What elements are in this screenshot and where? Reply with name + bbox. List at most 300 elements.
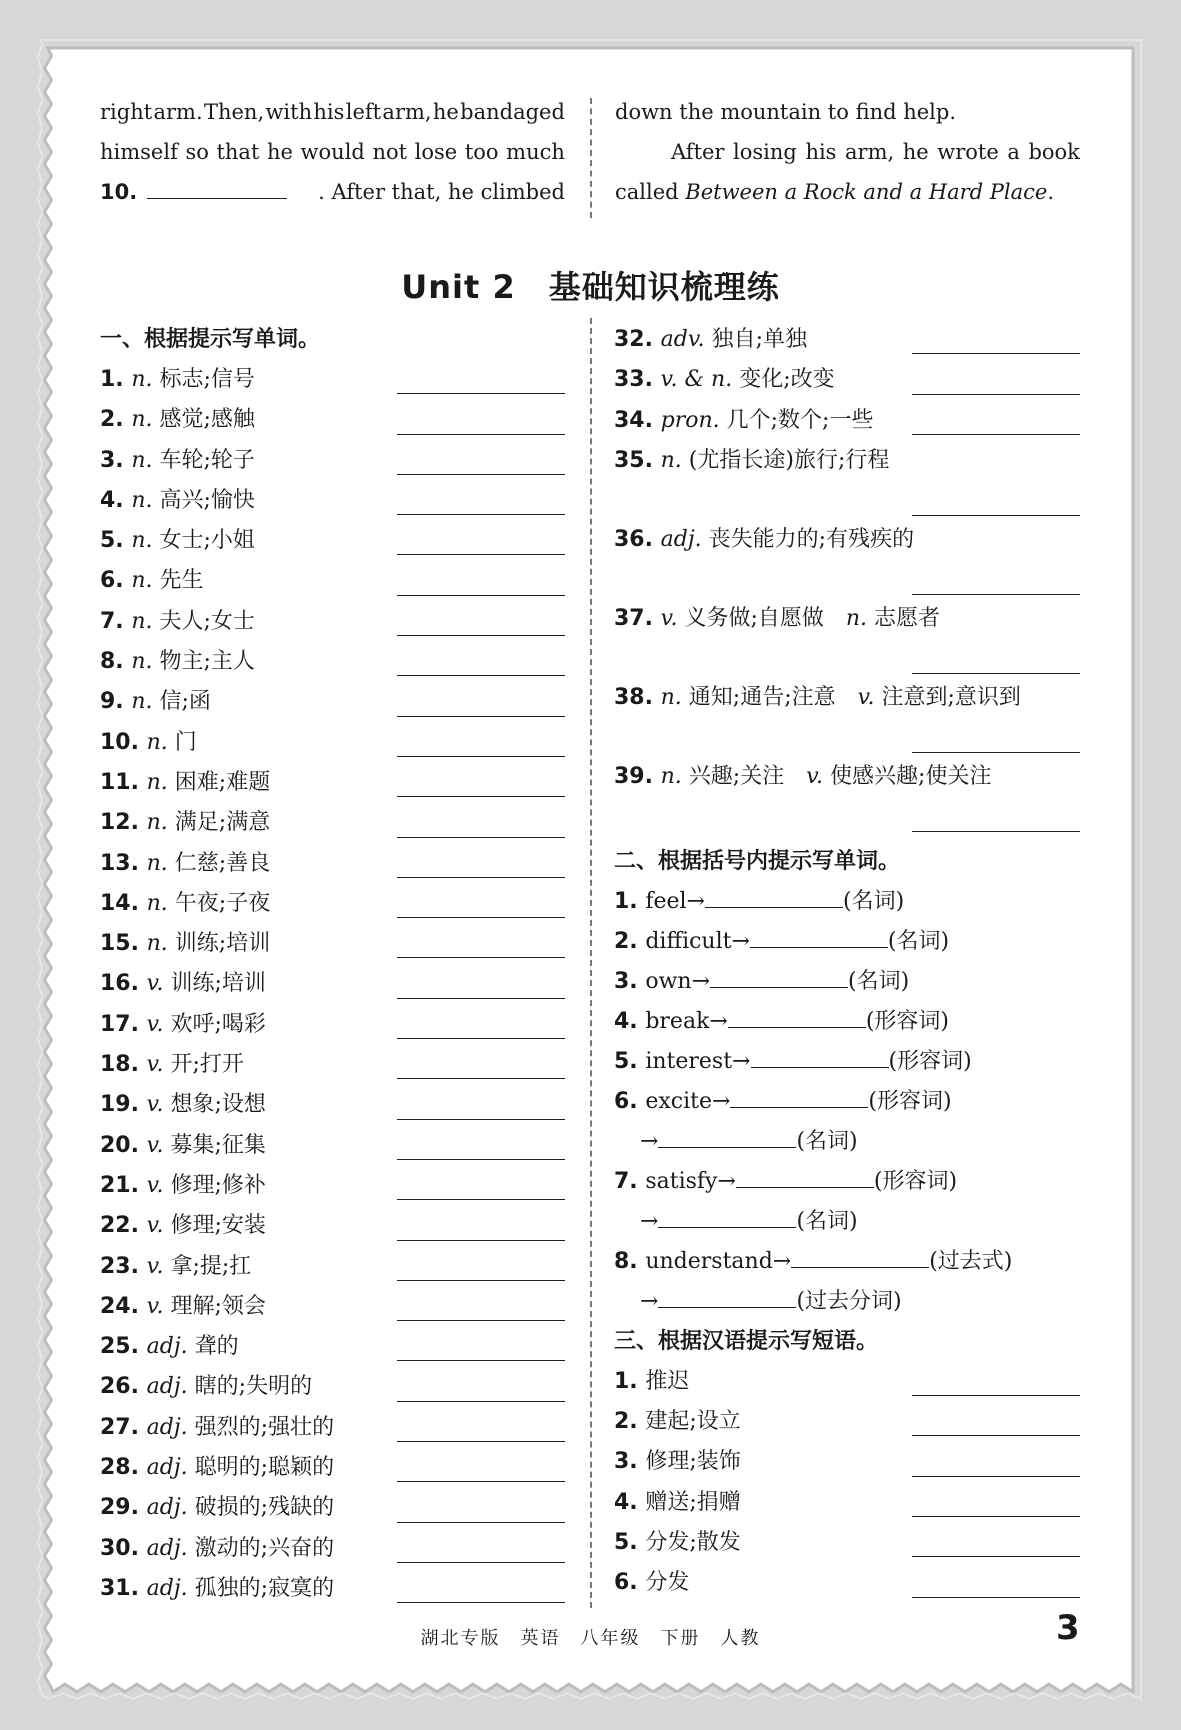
vocab-item: [614, 441, 1080, 520]
part-of-speech: adj.: [146, 1495, 195, 1521]
item-number: 17.: [100, 1011, 147, 1037]
word-form-item: [614, 1202, 1080, 1242]
vocab-item: [100, 561, 565, 601]
answer-blank[interactable]: [912, 831, 1080, 832]
part-of-speech: v.: [784, 763, 831, 789]
item-meaning: 午夜;子夜: [174, 890, 271, 916]
item-meaning: 独自;单独: [711, 327, 808, 352]
item-number: 36.: [614, 526, 661, 552]
item-number: 3.: [614, 1449, 646, 1475]
word-form-item: [614, 1002, 1080, 1042]
item-number: 19.: [100, 1092, 147, 1118]
item-number: 14.: [100, 890, 147, 916]
part-of-speech: n.: [131, 649, 160, 675]
item-number: 7.: [614, 1168, 646, 1194]
vocab-item: [100, 642, 565, 682]
item-number: 13.: [100, 850, 147, 876]
answer-blank[interactable]: [397, 1522, 565, 1523]
word-form-item: [614, 1162, 1080, 1202]
part-of-speech: v.: [146, 1213, 171, 1239]
item-meaning: 聪明的;聪颖的: [194, 1455, 335, 1481]
item-number: 28.: [100, 1455, 147, 1481]
item-number: 1.: [614, 888, 646, 914]
section-heading: 二、根据括号内提示写单词。: [614, 848, 901, 874]
item-number: 30.: [100, 1535, 147, 1561]
item-meaning: 义务做;自愿做: [684, 605, 824, 631]
vocab-item: [100, 1408, 565, 1448]
item-number: 25.: [100, 1334, 147, 1360]
item-number: 22.: [100, 1213, 147, 1239]
reading-passage-continuation: [100, 92, 1080, 222]
item-number: 8.: [614, 1248, 646, 1274]
vocab-item: [100, 1126, 565, 1166]
base-word: interest→: [645, 1048, 751, 1074]
vocab-list: [614, 320, 1080, 441]
phrase-meaning: 分发: [645, 1570, 690, 1596]
part-of-speech: n.: [146, 810, 175, 836]
book-title: Between a Rock and a Hard Place: [685, 180, 1048, 204]
vocab-item: [100, 1206, 565, 1246]
item-number: 2.: [614, 928, 646, 954]
item-meaning: 志愿者: [874, 605, 941, 631]
column-divider: [590, 98, 592, 218]
passage-line-blank: [100, 172, 565, 212]
answer-blank[interactable]: [397, 1078, 565, 1079]
answer-blank[interactable]: [397, 635, 565, 636]
footer-edition: 湖北专版 英语 八年级 下册 人教: [420, 1628, 761, 1649]
answer-blank[interactable]: [397, 1038, 565, 1039]
answer-blank[interactable]: [912, 752, 1080, 753]
base-word: →: [640, 1208, 659, 1234]
part-of-speech: n.: [660, 763, 689, 789]
item-meaning: 兴趣;关注: [688, 763, 785, 789]
answer-blank[interactable]: [397, 1199, 565, 1200]
item-number: 1.: [614, 1368, 646, 1394]
phrase-item: [614, 1442, 1080, 1482]
answer-blank[interactable]: [912, 594, 1080, 595]
vocab-item: [100, 400, 565, 440]
item-number: 37.: [614, 605, 661, 631]
item-number: 26.: [100, 1374, 147, 1400]
part-of-speech: n.: [131, 487, 160, 513]
part-of-speech: n.: [146, 890, 175, 916]
item-meaning: 变化;改变: [739, 367, 835, 393]
answer-blank[interactable]: [397, 1119, 565, 1120]
answer-blank[interactable]: [397, 1320, 565, 1321]
base-word: →: [640, 1288, 659, 1314]
form-hint: (形容词): [873, 1168, 958, 1194]
answer-blank[interactable]: [912, 673, 1080, 674]
item-number: 6.: [614, 1088, 646, 1114]
item-number: 2.: [614, 1409, 646, 1435]
item-number: 20.: [100, 1132, 147, 1158]
answer-blank[interactable]: [728, 1002, 866, 1028]
item-number: 11.: [100, 769, 147, 795]
vocab-item: [100, 964, 565, 1004]
item-number: 34.: [614, 407, 661, 433]
part-of-speech: n.: [131, 367, 160, 392]
vocab-item: [100, 441, 565, 481]
item-meaning: 信;函: [159, 689, 211, 715]
part-of-speech: v.: [146, 1011, 171, 1037]
part-of-speech: adv.: [660, 327, 712, 352]
item-meaning: 高兴;愉快: [159, 487, 255, 513]
answer-blank[interactable]: [705, 882, 843, 908]
part-of-speech: n.: [146, 769, 175, 795]
item-number: 23.: [100, 1253, 147, 1279]
word-form-item: [614, 962, 1080, 1002]
vocab-item: [100, 360, 565, 400]
answer-blank[interactable]: [658, 1122, 796, 1148]
part-of-speech: v.: [146, 1253, 171, 1279]
answer-blank[interactable]: [397, 434, 565, 435]
item-number: 18.: [100, 1052, 147, 1078]
item-meaning: 车轮;轮子: [159, 447, 255, 473]
vocab-item: [100, 1045, 565, 1085]
part-of-speech: v.: [146, 1132, 171, 1158]
column-divider: [590, 318, 592, 1608]
passage-line: right arm. Then, with his left arm, he bandaged: [100, 100, 565, 124]
phrase-item: [614, 1563, 1080, 1603]
item-meaning: 困难;难题: [174, 769, 271, 795]
answer-blank[interactable]: [397, 474, 565, 475]
item-meaning: 门: [174, 729, 197, 755]
left-column: [100, 320, 565, 1609]
blank-number: 10.: [100, 180, 138, 204]
item-number: 24.: [100, 1293, 147, 1319]
item-meaning: 破损的;残缺的: [194, 1495, 335, 1521]
answer-blank[interactable]: [730, 1082, 868, 1108]
form-hint: (名词): [848, 968, 910, 994]
vocab-item: [100, 682, 565, 722]
answer-blank[interactable]: [397, 837, 565, 838]
answer-blank[interactable]: [397, 1602, 565, 1603]
passage-text: . After that, he climbed: [318, 180, 565, 204]
base-word: satisfy→: [645, 1168, 736, 1194]
item-number: 5.: [100, 528, 132, 554]
item-number: 3.: [100, 447, 132, 473]
vocab-item: [100, 1448, 565, 1488]
answer-blank[interactable]: [397, 1360, 565, 1361]
part-of-speech: v.: [146, 971, 171, 997]
page-title: Unit 2 基础知识梳理练: [401, 268, 780, 306]
vocab-item: [100, 803, 565, 843]
phrase-meaning: 分发;散发: [645, 1530, 741, 1556]
section-heading: 三、根据汉语提示写短语。: [614, 1328, 879, 1354]
answer-blank[interactable]: [912, 353, 1080, 354]
part-of-speech: n.: [131, 568, 160, 594]
phrase-item: [614, 1523, 1080, 1563]
form-hint: (名词): [842, 888, 905, 914]
vocab-item: [100, 884, 565, 924]
vocab-item: [614, 520, 1080, 599]
passage-line: himself so that he would not lose too much: [100, 140, 565, 164]
item-number: 31.: [100, 1575, 147, 1601]
part-of-speech: adj.: [146, 1575, 195, 1601]
vocab-item: [614, 599, 1080, 678]
answer-blank[interactable]: [397, 998, 565, 999]
form-hint: (名词): [887, 928, 950, 954]
vocab-item: [100, 723, 565, 763]
item-meaning: 修理;安装: [170, 1213, 266, 1239]
vocab-item: [614, 320, 1080, 360]
item-meaning: 女士;小姐: [159, 528, 255, 554]
page-number: 3: [1056, 1608, 1080, 1648]
item-number: 8.: [100, 649, 132, 675]
answer-blank[interactable]: [736, 1162, 874, 1188]
part-of-speech: v.: [835, 684, 882, 710]
item-meaning: 修理;修补: [170, 1172, 266, 1198]
answer-blank[interactable]: [912, 394, 1080, 395]
passage-line: After losing his arm, he wrote a book: [671, 140, 1080, 164]
vocab-item: [614, 360, 1080, 400]
item-number: 2.: [100, 407, 132, 433]
item-meaning: (尤指长途)旅行;行程: [688, 447, 890, 473]
part-of-speech: v.: [146, 1293, 171, 1319]
word-form-item: [614, 1122, 1080, 1162]
item-meaning: 几个;数个;一些: [726, 407, 874, 433]
item-number: 3.: [614, 968, 646, 994]
answer-blank[interactable]: [658, 1202, 796, 1228]
vocab-item: [100, 1166, 565, 1206]
item-meaning: 募集;征集: [170, 1132, 266, 1158]
phrase-meaning: 推迟: [645, 1368, 690, 1394]
item-meaning: 拿;提;扛: [170, 1253, 252, 1279]
vocab-item: [100, 1529, 565, 1569]
form-hint: (过去分词): [796, 1288, 902, 1314]
item-number: 6.: [100, 568, 132, 594]
passage-line: called Between a Rock and a Hard Place.: [615, 180, 1054, 204]
answer-blank[interactable]: [397, 917, 565, 918]
vocab-list: [100, 360, 565, 1609]
item-number: 15.: [100, 931, 147, 957]
part-of-speech: v.: [660, 605, 685, 631]
item-number: 39.: [614, 763, 661, 789]
passage-line: down the mountain to find help.: [615, 100, 957, 124]
item-number: 29.: [100, 1495, 147, 1521]
vocab-item: [100, 521, 565, 561]
part-of-speech: n.: [131, 528, 160, 554]
item-meaning: 开;打开: [170, 1052, 244, 1078]
part-of-speech: n.: [146, 931, 175, 957]
item-number: 33.: [614, 367, 661, 393]
item-meaning: 激动的;兴奋的: [194, 1535, 335, 1561]
answer-blank[interactable]: [710, 962, 848, 988]
answer-blank[interactable]: [397, 554, 565, 555]
item-meaning: 训练;培训: [174, 931, 271, 957]
item-meaning: 满足;满意: [174, 810, 271, 836]
vocab-item: [100, 1287, 565, 1327]
item-meaning: 丧失能力的;有残疾的: [708, 526, 915, 552]
vocab-list-long: [614, 441, 1080, 836]
item-meaning: 物主;主人: [159, 649, 255, 675]
item-number: 10.: [100, 729, 147, 755]
part-of-speech: n.: [131, 608, 160, 634]
item-meaning: 欢呼;喝彩: [170, 1011, 266, 1037]
part-of-speech: adj.: [146, 1535, 195, 1561]
answer-blank[interactable]: [912, 434, 1080, 435]
answer-blank[interactable]: [397, 393, 565, 394]
vocab-item: [614, 757, 1080, 836]
item-meaning: 使感兴趣;使关注: [830, 763, 992, 789]
answer-blank[interactable]: [397, 957, 565, 958]
item-number: 7.: [100, 608, 132, 634]
base-word: →: [640, 1128, 659, 1154]
part-of-speech: pron.: [660, 407, 727, 433]
vocab-item: [100, 924, 565, 964]
answer-blank[interactable]: [397, 756, 565, 757]
vocab-item: [100, 602, 565, 642]
vocab-item: [100, 1085, 565, 1125]
item-meaning: 标志;信号: [159, 367, 255, 392]
answer-blank[interactable]: [751, 1042, 889, 1068]
section-heading: 一、根据提示写单词。: [100, 327, 321, 352]
part-of-speech: adj.: [146, 1334, 195, 1360]
word-form-item: [614, 1082, 1080, 1122]
item-number: 4.: [614, 1008, 646, 1034]
part-of-speech: n.: [660, 684, 689, 710]
answer-blank[interactable]: [397, 1481, 565, 1482]
part-of-speech: v.: [146, 1052, 171, 1078]
item-meaning: 先生: [159, 568, 204, 594]
word-form-item: [614, 922, 1080, 962]
word-form-item: [614, 1242, 1080, 1282]
phrase-item: [614, 1402, 1080, 1442]
phrase-meaning: 修理;装饰: [645, 1449, 741, 1475]
item-number: 1.: [100, 367, 132, 392]
form-hint: (形容词): [868, 1088, 952, 1114]
form-hint: (名词): [796, 1128, 858, 1154]
base-word: difficult→: [645, 928, 750, 954]
passage-left-column: [100, 92, 565, 212]
right-column: [614, 320, 1080, 1604]
word-form-list: [614, 882, 1080, 1322]
part-of-speech: n.: [131, 447, 160, 473]
answer-blank[interactable]: [397, 716, 565, 717]
answer-blank[interactable]: [791, 1242, 929, 1268]
item-meaning: 孤独的;寂寞的: [194, 1575, 335, 1601]
vocab-item: [100, 1005, 565, 1045]
phrase-meaning: 建起;设立: [645, 1409, 741, 1435]
answer-blank[interactable]: [750, 922, 888, 948]
part-of-speech: adj.: [146, 1414, 195, 1440]
base-word: own→: [645, 968, 711, 994]
answer-blank[interactable]: [397, 1280, 565, 1281]
item-meaning: 通知;通告;注意: [688, 684, 836, 710]
answer-blank[interactable]: [912, 1395, 1080, 1396]
part-of-speech: v.: [146, 1092, 171, 1118]
base-word: break→: [645, 1008, 728, 1034]
answer-blank[interactable]: [912, 1556, 1080, 1557]
item-number: 5.: [614, 1530, 646, 1556]
base-word: feel→: [645, 888, 705, 914]
part-of-speech: adj.: [660, 526, 709, 552]
item-number: 5.: [614, 1048, 646, 1074]
answer-blank[interactable]: [397, 1562, 565, 1563]
phrase-item: [614, 1362, 1080, 1402]
phrase-meaning: 赠送;捐赠: [645, 1489, 741, 1515]
item-number: 9.: [100, 689, 132, 715]
answer-blank[interactable]: [912, 515, 1080, 516]
vocab-item: [100, 481, 565, 521]
part-of-speech: v. & n.: [660, 367, 740, 393]
form-hint: (形容词): [888, 1048, 972, 1074]
item-meaning: 聋的: [194, 1334, 239, 1360]
answer-blank[interactable]: [912, 1516, 1080, 1517]
answer-blank[interactable]: [147, 175, 287, 199]
passage-right-column: [615, 92, 1080, 212]
form-hint: (过去式): [929, 1248, 1013, 1274]
item-number: 12.: [100, 810, 147, 836]
part-of-speech: adj.: [146, 1374, 195, 1400]
vocab-item: [100, 1569, 565, 1609]
part-of-speech: n.: [660, 447, 689, 473]
vocab-item: [100, 1367, 565, 1407]
part-of-speech: n.: [146, 850, 175, 876]
vocab-item: [100, 763, 565, 803]
answer-blank[interactable]: [397, 1240, 565, 1241]
base-word: excite→: [645, 1088, 731, 1114]
part-of-speech: adj.: [146, 1455, 195, 1481]
item-meaning: 训练;培训: [170, 971, 266, 997]
item-number: 4.: [100, 487, 132, 513]
word-form-item: [614, 1042, 1080, 1082]
phrase-item: [614, 1483, 1080, 1523]
part-of-speech: n.: [131, 689, 160, 715]
vocab-item: [100, 1327, 565, 1367]
answer-blank[interactable]: [912, 1435, 1080, 1436]
item-number: 27.: [100, 1414, 147, 1440]
vocab-item: [614, 401, 1080, 441]
answer-blank[interactable]: [912, 1476, 1080, 1477]
item-number: 16.: [100, 971, 147, 997]
part-of-speech: n.: [131, 407, 160, 433]
item-meaning: 想象;设想: [170, 1092, 266, 1118]
item-meaning: 仁慈;善良: [174, 850, 271, 876]
form-hint: (名词): [796, 1208, 858, 1234]
item-number: 32.: [614, 327, 661, 352]
item-meaning: 感觉;感触: [159, 407, 255, 433]
answer-blank[interactable]: [397, 514, 565, 515]
item-number: 38.: [614, 684, 661, 710]
item-number: 4.: [614, 1489, 646, 1515]
form-hint: (形容词): [865, 1008, 949, 1034]
answer-blank[interactable]: [397, 877, 565, 878]
item-meaning: 强烈的;强壮的: [194, 1414, 335, 1440]
phrase-list: [614, 1362, 1080, 1604]
part-of-speech: n.: [823, 605, 875, 631]
answer-blank[interactable]: [658, 1282, 796, 1308]
item-number: 6.: [614, 1570, 646, 1596]
vocab-item: [100, 1488, 565, 1528]
answer-blank[interactable]: [397, 1441, 565, 1442]
answer-blank[interactable]: [397, 1159, 565, 1160]
answer-blank[interactable]: [912, 1597, 1080, 1598]
answer-blank[interactable]: [397, 1401, 565, 1402]
vocab-item: [100, 1247, 565, 1287]
item-meaning: 注意到;意识到: [881, 684, 1021, 710]
item-meaning: 瞎的;失明的: [194, 1374, 313, 1400]
part-of-speech: v.: [146, 1172, 171, 1198]
vocab-item: [614, 678, 1080, 757]
vocab-item: [100, 844, 565, 884]
answer-blank[interactable]: [397, 595, 565, 596]
item-number: 21.: [100, 1172, 147, 1198]
item-meaning: 理解;领会: [170, 1293, 266, 1319]
answer-blank[interactable]: [397, 796, 565, 797]
answer-blank[interactable]: [397, 675, 565, 676]
part-of-speech: n.: [146, 729, 175, 755]
